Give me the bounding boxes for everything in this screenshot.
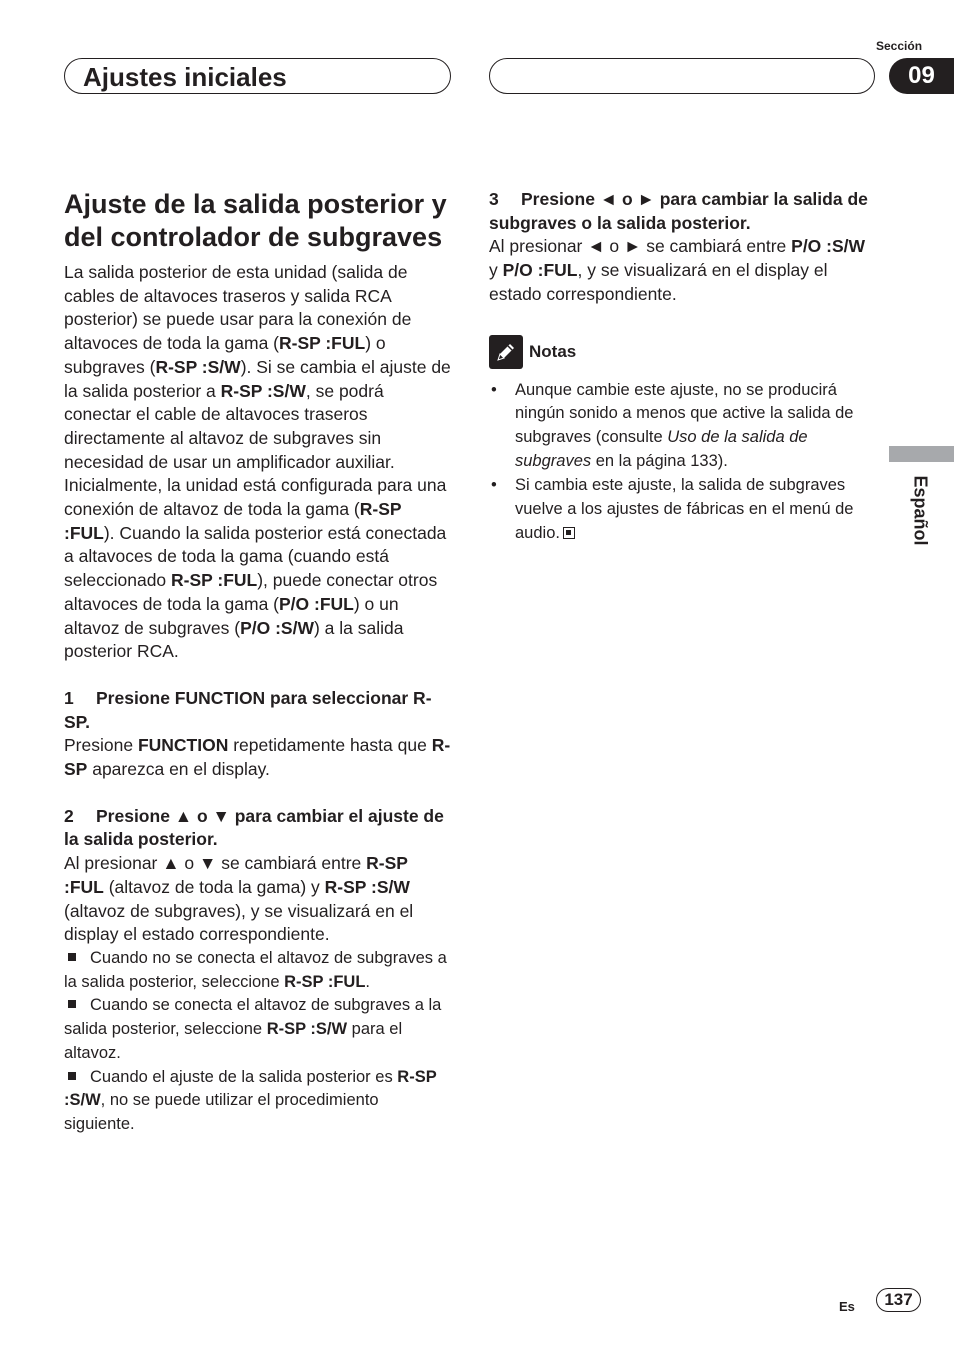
step-2-text: Al presionar ▲ o ▼ se cambiará entre R-SP :FUL (altavoz de toda la gama) y R-SP :S/W (altavoz de subgraves), y se visualizará en el display el estado correspondiente. <box>64 853 414 945</box>
step-3-title: 3 Presione ◄ o ► para cambiar la salida de subgraves o la salida posterior. <box>489 189 868 233</box>
header-title-box <box>64 58 451 94</box>
step-3-text: Al presionar ◄ o ► se cambiará entre P/O :S/W y P/O :FUL, y se visualizará en el display el estado correspondiente. <box>489 236 866 304</box>
bullet-item: Cuando se conecta el altavoz de subgraves a la salida posterior, seleccione R-SP :S/W para el altavoz. <box>64 996 442 1062</box>
header-empty-box <box>489 58 875 94</box>
step-2-title: 2 Presione ▲ o ▼ para cambiar el ajuste de la salida posterior. <box>64 805 444 850</box>
bullet-item: Cuando no se conecta el altavoz de subgraves a la salida posterior, seleccione R-SP :FUL. <box>64 948 447 991</box>
bullet-dot-icon: • <box>491 476 497 495</box>
bullet-dot-icon: • <box>491 380 497 399</box>
section-number-tab: 09 <box>889 58 954 94</box>
notes-header <box>489 335 877 369</box>
note-item: • Aunque cambie este ajuste, no se producirá ningún sonido a menos que active la salida de subgraves (consulte Uso de la salida de subgraves en la página 133). <box>491 380 854 470</box>
square-bullet-icon <box>68 1000 76 1008</box>
step-1-text: Presione FUNCTION repetidamente hasta que R-SP aparezca en el display. <box>64 735 451 780</box>
intro-paragraph-2: Inicialmente, la unidad está configurada para una conexión de altavoz de toda la gama (R-SP :FUL). Cuando la salida posterior está conectada a altavoces de toda la gama (cuando está seleccionado R-SP :FUL), puede conectar otros altavoces de toda la gama (P/O :FUL) o un altavoz de subgraves (P/O :S/W) a la salida posterior RCA. <box>64 475 447 662</box>
page-title: Ajustes iniciales <box>83 62 287 92</box>
pencil-icon <box>489 335 523 369</box>
note-item: • Si cambia este ajuste, la salida de subgraves vuelve a los ajustes de fábricas en el menú de audio. <box>491 476 854 542</box>
left-column <box>64 188 452 1137</box>
step-1-title: 1 Presione FUNCTION para seleccionar R-SP. <box>64 687 432 732</box>
page-number: 137 <box>876 1288 921 1312</box>
section-heading: Ajuste de la salida posterior y del controlador de subgraves <box>64 189 447 252</box>
language-label: Español <box>910 475 931 546</box>
right-column <box>489 188 877 546</box>
square-bullet-icon <box>68 953 76 961</box>
bullet-item: Cuando el ajuste de la salida posterior es R-SP :S/W, no se puede utilizar el procedimiento siguiente. <box>64 1067 437 1133</box>
end-mark-icon <box>563 527 575 539</box>
intro-paragraph: La salida posterior de esta unidad (salida de cables de altavoces traseros y salida RCA posterior) se puede usar para la conexión de altavoces de toda la gama (R-SP :FUL) o subgraves (R-SP :S/W). Si se cambia el ajuste de la salida posterior a R-SP :S/W, se podrá conectar el cable de altavoces traseros directamente al altavoz de subgraves sin necesidad de usar un amplificador auxiliar. <box>64 262 451 472</box>
square-bullet-icon <box>68 1072 76 1080</box>
footer-language: Es <box>839 1299 855 1314</box>
language-tab-marker <box>889 446 954 462</box>
notes-title: Notas <box>529 341 577 361</box>
section-label: Sección <box>876 39 923 53</box>
